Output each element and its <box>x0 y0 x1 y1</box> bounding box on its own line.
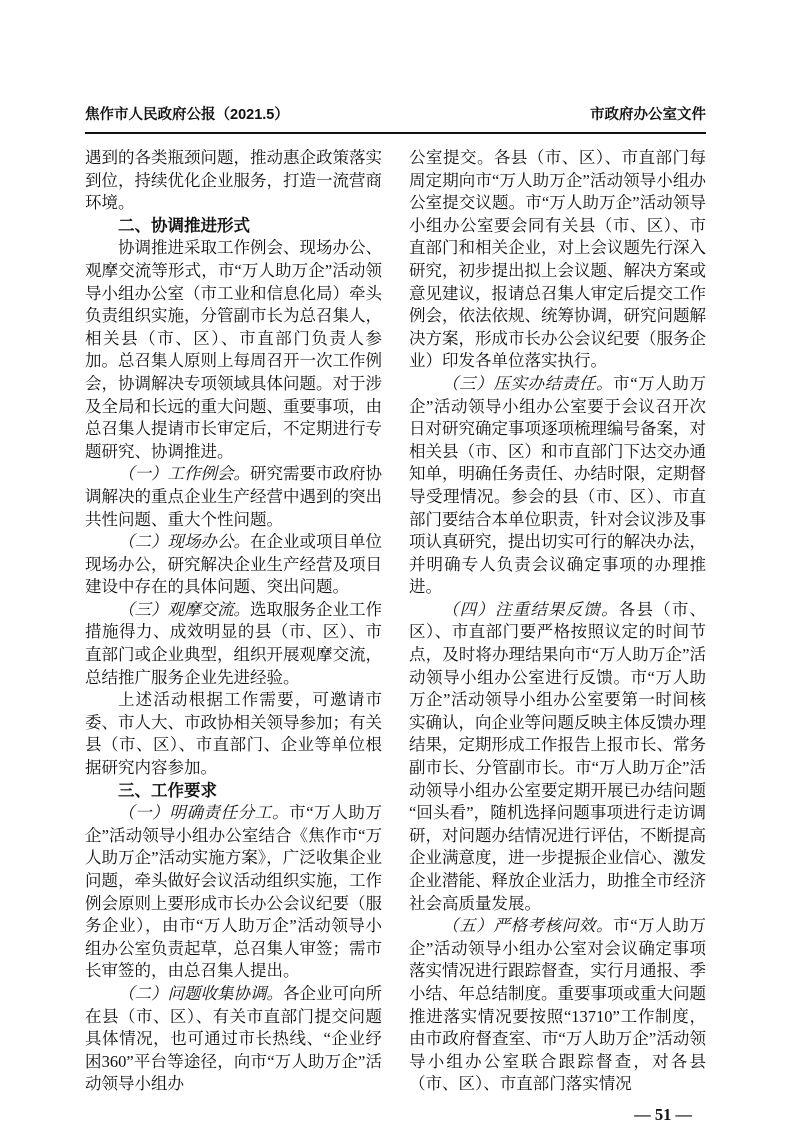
left-column <box>85 147 382 1096</box>
section-heading-2: 二、协调推进形式 <box>118 216 250 235</box>
document-category: 市政府办公室文件 <box>590 107 706 123</box>
sub-item-lead: （五）严格考核问效。 <box>442 916 614 936</box>
sub-item-lead: （一）明确责任分工。 <box>118 803 290 823</box>
sub-item-text: 各企业可向所在县（市、区）、有关市直部门提交问题具体情况，也可通过市长热线、“企业纾困360”平台等途径，向市“万人助万企”活动领导小组办 <box>85 983 382 1094</box>
sub-item-settlement-responsibility <box>409 373 706 599</box>
page-header <box>85 107 706 134</box>
two-column-body <box>85 147 706 1096</box>
sub-item-result-feedback <box>409 599 706 915</box>
sub-item-observation-exchange <box>85 599 382 689</box>
sub-item-problem-collection <box>85 983 382 1096</box>
sub-item-onsite-office <box>85 531 382 599</box>
sub-item-text: 市“万人助万企”活动领导小组办公室对会议确定事项落实情况进行跟踪督查，实行月通报、季小结、年总结制度。重要事项或重大问题推进落实情况要按照“13710”工作制度，由市政府督查室、市“万人助万企”活动领导小组办公室联合跟踪督查，对各县（市、区）、市直部门落实情况 <box>409 916 707 1094</box>
sub-item-text: 市“万人助万企”活动领导小组办公室要于会议召开次日对研究确定事项逐项梳理编号备案，对相关县（市、区）和市直部门下达交办通知单，明确任务责任、办结时限，定期督导受理情况。参会的县（市、区）、市直部门要结合本单位职责，针对会议涉及事项认真研究，提出切实可行的解决办法，并明确专人负责会议确定事项的办理推进。 <box>409 373 707 597</box>
sub-item-assessment <box>409 915 706 1096</box>
section-heading-3: 三、工作要求 <box>118 781 217 800</box>
page-number: — 51 — <box>634 1104 692 1124</box>
sub-item-lead: （四）注重结果反馈。 <box>442 599 619 619</box>
sub-item-work-meeting <box>85 463 382 531</box>
gazette-title: 焦作市人民政府公报（2021.5） <box>85 107 289 123</box>
paragraph-coordination-forms: 协调推进采取工作例会、现场办公、观摩交流等形式，市“万人助万企”活动领导小组办公室（市工业和信息化局）牵头负责组织实施，分管副市长为总召集人，相关县（市、区）、市直部门负责人参加。总召集人原则上每周召开一次工作例会，协调解决专项领域具体问题。对于涉及全局和长远的重大问题、重要事项，由总召集人提请市长审定后，不定期进行专题研究、协调推进。 <box>85 238 382 461</box>
sub-item-lead: （三）压实办结责任。 <box>442 373 614 393</box>
sub-item-responsibility-division <box>85 802 382 983</box>
sub-item-text: 选取服务企业工作措施得力、成效明显的县（市、区）、市直部门或企业典型，组织开展观摩交流，总结推广服务企业先进经验。 <box>85 599 382 687</box>
sub-item-lead: （一）工作例会。 <box>118 464 250 484</box>
sub-item-text: 市“万人助万企”活动领导小组办公室结合《焦作市“万人助万企”活动实施方案》，广泛收集企业问题，牵头做好会议活动组织实施，工作例会原则上要形成市长办公会议纪要（服务企业），由市“万人助万企”活动领导小组办公室负责起草，总召集人审签；需市长审签的，由总召集人提出。 <box>85 803 383 981</box>
paragraph-continuation: 遇到的各类瓶颈问题，推动惠企政策落实到位，持续优化企业服务，打造一流营商环境。 <box>85 148 382 213</box>
sub-item-lead: （二）现场办公。 <box>118 532 250 552</box>
sub-item-text: 研究需要市政府协调解决的重点企业生产经营中遇到的突出共性问题、重大个性问题。 <box>85 464 382 529</box>
paragraph-activity-participants: 上述活动根据工作需要，可邀请市委、市人大、市政协相关领导参加；有关县（市、区）、市直部门、企业等单位根据研究内容参加。 <box>85 690 382 778</box>
sub-item-text: 在企业或项目单位现场办公，研究解决企业生产经营及项目建设中存在的具体问题、突出问题。 <box>85 532 382 597</box>
sub-item-text: 各县（市、区）、市直部门要严格按照议定的时间节点，及时将办理结果向市“万人助万企”活动领导小组办公室进行反馈。市“万人助万企”活动领导小组办公室要第一时间核实确认，向企业等问题反映主体反馈办理结果，定期形成工作报告上报市长、常务副市长、分管副市长。市“万人助万企”活动领导小组办公室要定期开展已办结问题“回头看”，随机选择问题事项进行走访调研，对问题办结情况进行评估，不断提高企业满意度，进一步提振企业信心、激发企业潜能、释放企业活力，助推全市经济社会高质量发展。 <box>409 599 707 913</box>
right-column <box>409 147 706 1096</box>
paragraph-continuation: 公室提交。各县（市、区）、市直部门每周定期向市“万人助万企”活动领导小组办公室提交议题。市“万人助万企”活动领导小组办公室要会同有关县（市、区）、市直部门和相关企业，对上会议题先行深入研究，初步提出拟上会议题、解决方案或意见建议，报请总召集人审定后提交工作例会，依法依规、统筹协调，研究问题解决方案，形成市长办公会议纪要（服务企业）印发各单位落实执行。 <box>409 148 706 371</box>
sub-item-lead: （二）问题收集协调。 <box>118 983 283 1003</box>
sub-item-lead: （三）观摩交流。 <box>118 599 250 619</box>
